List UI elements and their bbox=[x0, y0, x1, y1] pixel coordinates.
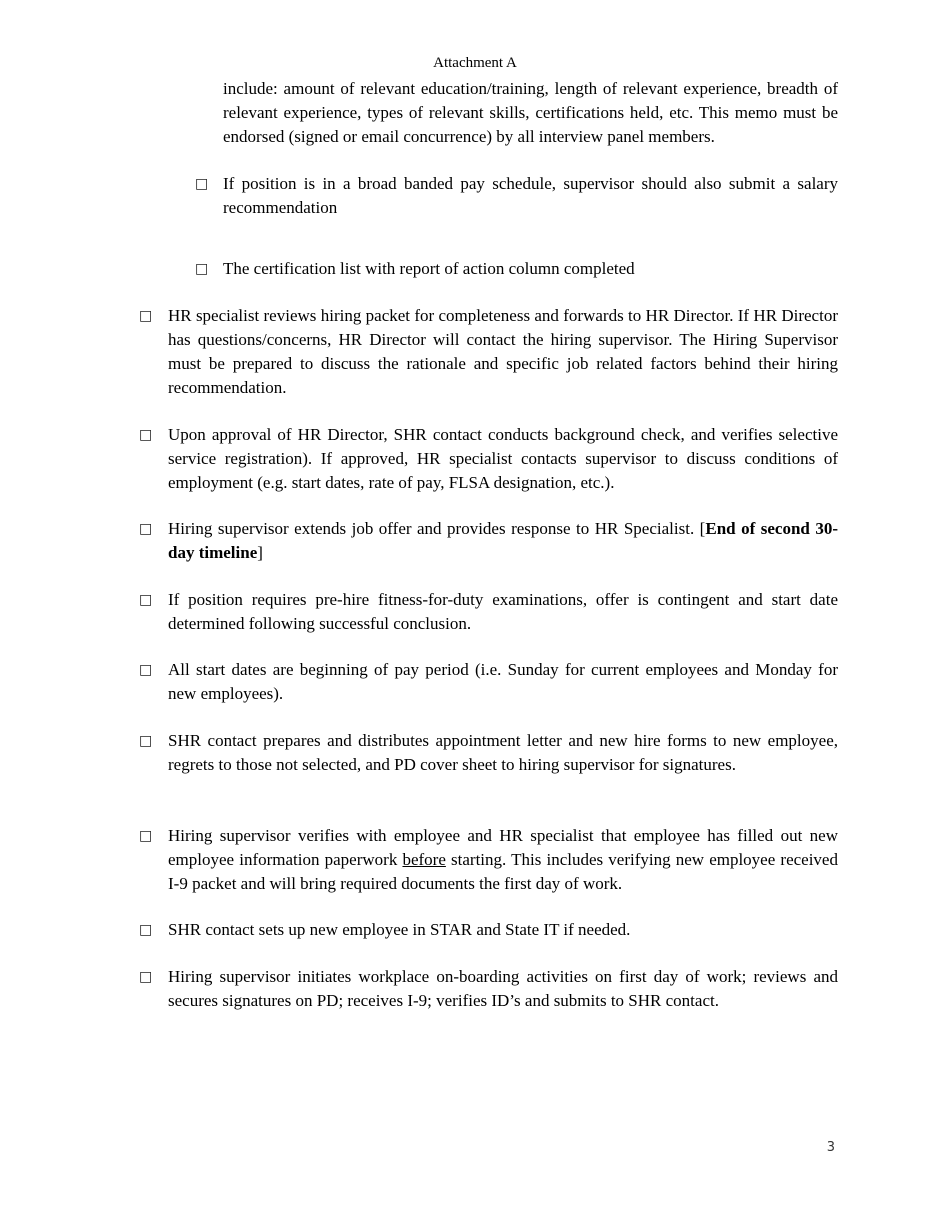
checkbox-icon: □ bbox=[139, 592, 153, 608]
checkbox-icon: □ bbox=[139, 662, 153, 678]
list-item: All start dates are beginning of pay period (i.e. Sunday for current employees and Monday for new employees). bbox=[168, 660, 838, 703]
checkbox-icon: □ bbox=[195, 261, 209, 277]
page-header: Attachment A bbox=[433, 55, 517, 71]
list-item bbox=[168, 824, 838, 896]
checkbox-icon: □ bbox=[139, 922, 153, 938]
checkbox-icon: □ bbox=[139, 969, 153, 985]
underlined-word: before bbox=[402, 850, 446, 869]
checkbox-icon: □ bbox=[195, 176, 209, 192]
list-item: SHR contact prepares and distributes appointment letter and new hire forms to new employee, regrets to those not selected, and PD cover sheet to hiring supervisor for signatures. bbox=[168, 731, 838, 774]
list-item: HR specialist reviews hiring packet for completeness and forwards to HR Director. If HR Director has questions/concerns, HR Director will contact the hiring supervisor. The Hiring Supervisor must be prepared to discuss the rationale and specific job related factors behind their hiring recommendation. bbox=[168, 306, 838, 397]
list-item: SHR contact sets up new employee in STAR and State IT if needed. bbox=[168, 920, 631, 939]
list-item bbox=[168, 517, 838, 565]
checkbox-icon: □ bbox=[139, 521, 153, 537]
timeline-marker: End of second 30-day timeline bbox=[168, 519, 839, 562]
checkbox-icon: □ bbox=[139, 427, 153, 443]
sub-item: The certification list with report of action column completed bbox=[223, 259, 635, 278]
list-item-text-after: ] bbox=[257, 543, 263, 562]
checkbox-icon: □ bbox=[139, 733, 153, 749]
list-item-text: Hiring supervisor extends job offer and provides response to HR Specialist. [ bbox=[168, 519, 706, 538]
list-item: Hiring supervisor initiates workplace on-boarding activities on first day of work; reviews and secures signatures on PD; receives I-9; verifies ID’s and submits to SHR contact. bbox=[168, 967, 838, 1010]
checkbox-icon: □ bbox=[139, 308, 153, 324]
page-number: 3 bbox=[826, 1140, 835, 1155]
sub-item: If position is in a broad banded pay schedule, supervisor should also submit a salary recommendation bbox=[223, 174, 838, 217]
intro-continuation: include: amount of relevant education/training, length of relevant experience, breadth of relevant experience, types of relevant skills, certifications held, etc. This memo must be endorsed (signed or email concurrence) by all interview panel members. bbox=[223, 79, 838, 146]
list-item: Upon approval of HR Director, SHR contact conducts background check, and verifies selective service registration). If approved, HR specialist contacts supervisor to discuss conditions of employment (e.g. start dates, rate of pay, FLSA designation, etc.). bbox=[168, 425, 838, 492]
list-item-text: Hiring supervisor verifies with employee and HR specialist that employee has filled out new employee information paperwork bbox=[168, 826, 838, 869]
list-item: If position requires pre-hire fitness-for-duty examinations, offer is contingent and start date determined following successful conclusion. bbox=[168, 590, 838, 633]
checkbox-icon: □ bbox=[139, 828, 153, 844]
list-item-text-after: starting. This includes verifying new employee received I-9 packet and will bring required documents the first day of work. bbox=[168, 850, 838, 893]
